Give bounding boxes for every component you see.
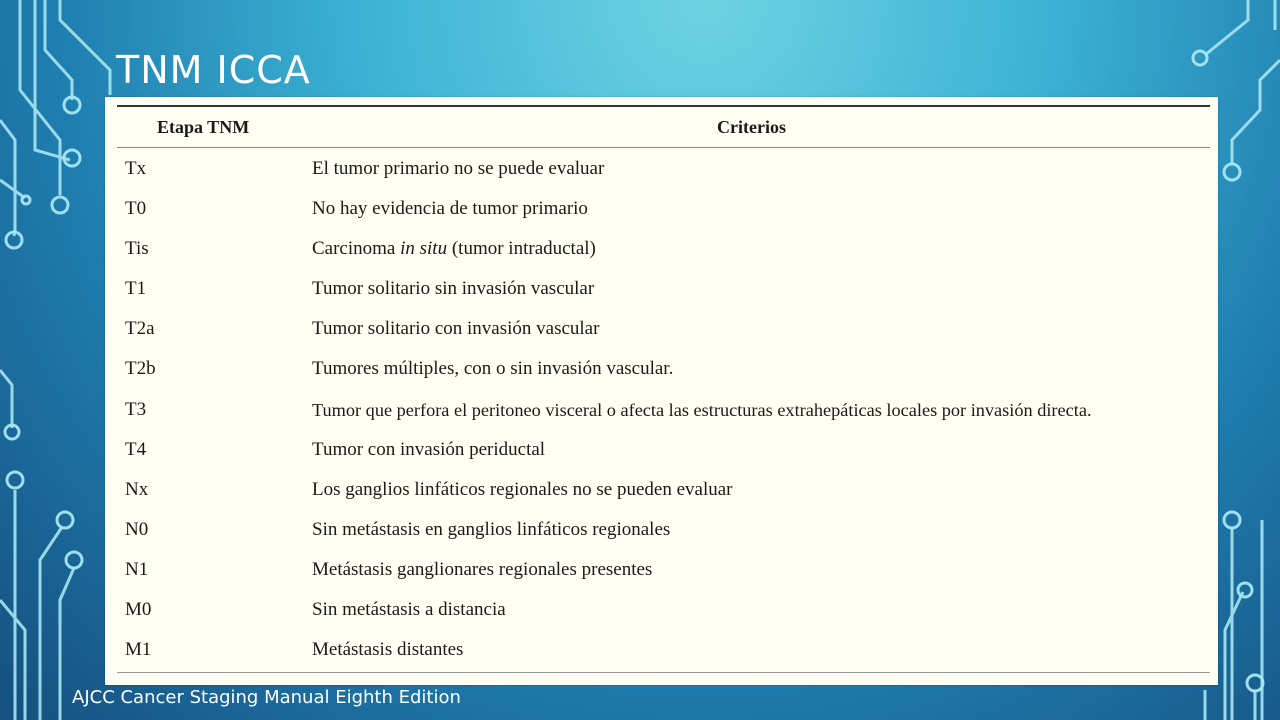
table-row [105, 349, 1218, 389]
table-row [105, 390, 1218, 430]
table-header-rule [117, 147, 1210, 148]
criteria-cell: Tumor solitario con invasión vascular [312, 318, 600, 340]
criteria-italic-text: in situ [400, 238, 448, 260]
table-row [105, 470, 1218, 510]
stage-cell: M1 [125, 639, 152, 661]
stage-cell: T2a [125, 318, 155, 340]
table-row [105, 189, 1218, 229]
slide-title: TNM ICCA [116, 48, 311, 92]
criteria-cell: Metástasis ganglionares regionales presentes [312, 558, 653, 580]
header-stage: Etapa TNM [157, 117, 250, 137]
criteria-cell [312, 237, 596, 261]
stage-cell: T3 [125, 398, 147, 420]
stage-cell: Tx [125, 158, 147, 179]
criteria-cell: Tumor que perfora el peritoneo visceral o afecta las estructuras extrahepáticas locales por invasión directa. [312, 399, 1092, 420]
table-row [105, 510, 1218, 550]
table-bottom-rule [117, 672, 1210, 673]
stage-cell: Nx [125, 478, 149, 500]
criteria-cell: Metástasis distantes [312, 639, 464, 661]
stage-cell: Tis [125, 238, 149, 260]
criteria-cell: Los ganglios linfáticos regionales no se pueden evaluar [312, 478, 733, 500]
table-row [105, 229, 1218, 269]
table-row [105, 149, 1218, 189]
table-row [105, 269, 1218, 309]
source-citation: AJCC Cancer Staging Manual Eighth Edition [72, 687, 461, 708]
stage-cell: N1 [125, 558, 149, 580]
criteria-cell: Sin metástasis a distancia [312, 599, 506, 621]
criteria-cell: El tumor primario no se puede evaluar [312, 158, 605, 179]
stage-cell: T1 [125, 278, 147, 300]
table-row [105, 590, 1218, 630]
tnm-staging-table [105, 97, 1218, 685]
criteria-cell: Tumores múltiples, con o sin invasión vascular. [312, 358, 674, 380]
criteria-cell: Sin metástasis en ganglios linfáticos regionales [312, 518, 671, 540]
stage-cell: T2b [125, 358, 156, 380]
stage-cell: T4 [125, 438, 147, 460]
criteria-text: Carcinoma [312, 238, 401, 260]
criteria-text: (tumor intraductal) [447, 238, 596, 260]
header-criteria: Criterios [717, 117, 786, 137]
table-row [105, 309, 1218, 349]
stage-cell: N0 [125, 518, 149, 540]
table-top-rule [117, 105, 1210, 107]
criteria-cell: Tumor con invasión periductal [312, 438, 546, 460]
table-row [105, 430, 1218, 470]
criteria-cell: Tumor solitario sin invasión vascular [312, 278, 595, 300]
table-body [105, 149, 1218, 670]
stage-cell: M0 [125, 599, 152, 621]
table-row [105, 550, 1218, 590]
criteria-cell: No hay evidencia de tumor primario [312, 198, 588, 220]
table-row [105, 630, 1218, 670]
stage-cell: T0 [125, 198, 147, 220]
